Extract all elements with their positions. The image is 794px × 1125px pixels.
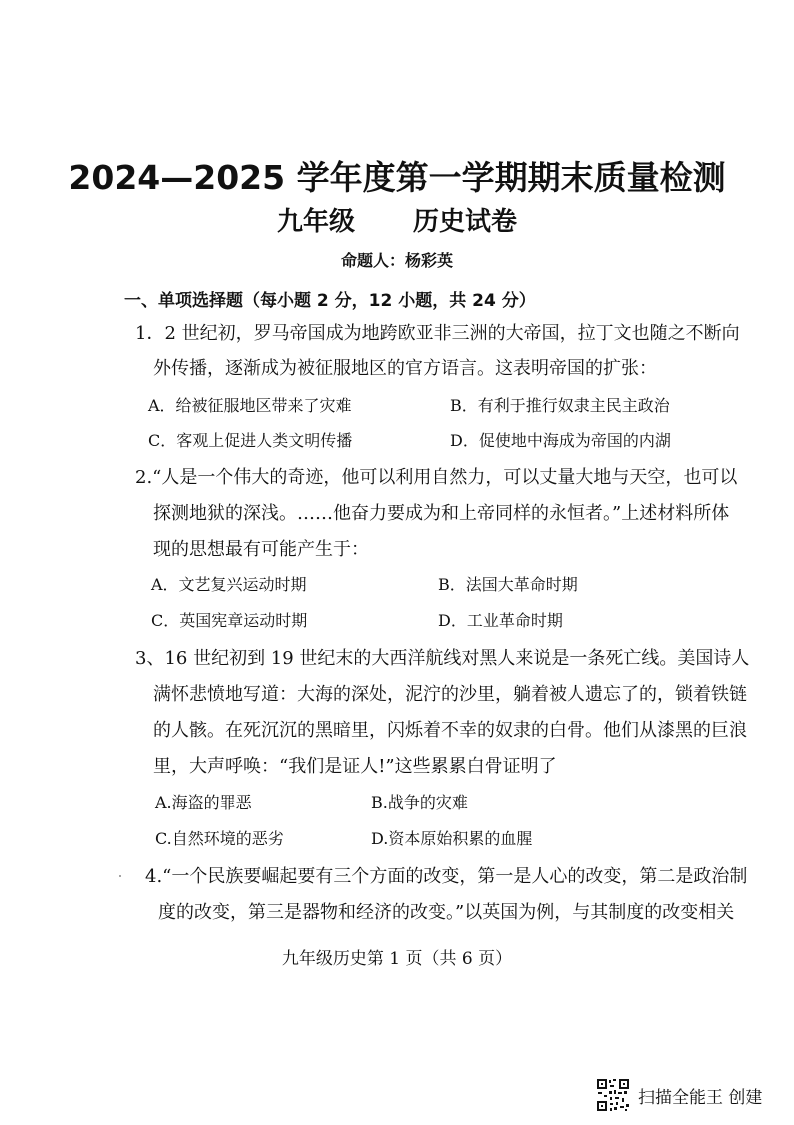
- question-2-option-a: A．文艺复兴运动时期: [151, 575, 307, 594]
- question-1-option-a: A．给被征服地区带来了灾难: [148, 396, 352, 415]
- scanner-watermark: [596, 1078, 762, 1112]
- question-3-line-1: 3、16 世纪初到 19 世纪末的大西洋航线对黑人来说是一条死亡线。美国诗人: [135, 648, 750, 669]
- question-3-line-4: 里，大声呼唤：“我们是证人!”这些累累白骨证明了: [153, 756, 557, 777]
- question-1-option-c: C．客观上促进人类文明传播: [148, 431, 353, 450]
- question-2-option-c: C．英国宪章运动时期: [151, 611, 308, 630]
- exam-subtitle: [0, 201, 794, 238]
- scanner-label: 扫描全能王 创建: [638, 1087, 763, 1108]
- question-3-line-3: 的人骸。在死沉沉的黑暗里，闪烁着不幸的奴隶的白骨。他们从漆黑的巨浪: [153, 720, 747, 741]
- question-3-line-2: 满怀悲愤地写道：大海的深处，泥泞的沙里，躺着被人遗忘了的，锁着铁链: [153, 684, 747, 705]
- question-1-line-2: 外传播，逐渐成为被征服地区的官方语言。这表明帝国的扩张：: [153, 358, 657, 379]
- exam-title: 2024—2025 学年度第一学期期末质量检测: [68, 158, 726, 197]
- scan-speck: [119, 875, 121, 877]
- question-3-option-c: C.自然环境的恶劣: [155, 829, 284, 848]
- question-3-option-a: A.海盗的罪恶: [155, 793, 252, 812]
- section-heading: 一、单项选择题（每小题 2 分，12 小题，共 24 分）: [124, 291, 536, 311]
- question-2-option-b: B．法国大革命时期: [438, 575, 578, 594]
- question-2-line-2: 探测地狱的深浅。……他奋力要成为和上帝同样的永恒者。”上述材料所体: [153, 503, 730, 524]
- question-4-line-1: 4.“一个民族要崛起要有三个方面的改变，第一是人心的改变，第二是政治制: [145, 866, 748, 887]
- subject-label: 历史试卷: [413, 207, 518, 237]
- question-4-line-2: 度的改变，第三是器物和经济的改变。”以英国为例，与其制度的改变相关: [158, 902, 735, 923]
- qr-code-icon: [596, 1078, 630, 1112]
- question-2-line-1: 2.“人是一个伟大的奇迹，他可以利用自然力，可以丈量大地与天空，也可以: [135, 467, 738, 488]
- question-3-option-d: D.资本原始积累的血腥: [371, 829, 533, 848]
- question-1-option-b: B．有利于推行奴隶主民主政治: [450, 396, 670, 415]
- page-footer: 九年级历史第 1 页（共 6 页）: [281, 949, 513, 969]
- question-2-option-d: D．工业革命时期: [438, 611, 563, 630]
- question-2-line-3: 现的思想最有可能产生于：: [153, 539, 369, 560]
- exam-author: 命题人：杨彩英: [340, 251, 453, 270]
- question-3-option-b: B.战争的灾难: [371, 793, 468, 812]
- grade-label: 九年级: [276, 207, 355, 237]
- question-1-option-d: D．促使地中海成为帝国的内湖: [450, 431, 671, 450]
- question-1-line-1: 1．2 世纪初，罗马帝国成为地跨欧亚非三洲的大帝国，拉丁文也随之不断向: [135, 323, 740, 344]
